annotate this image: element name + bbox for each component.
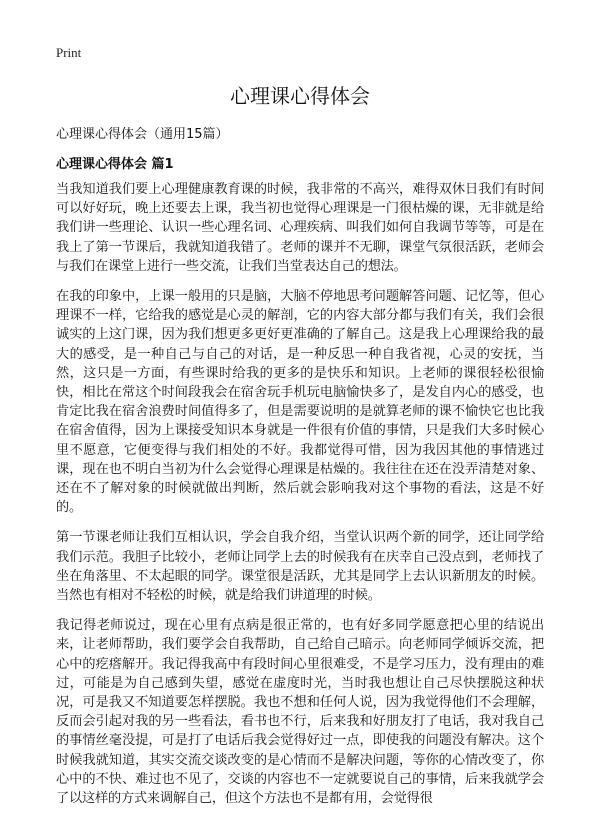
paragraph: 当我知道我们要上心理健康教育课的时候，我非常的不高兴，难得双休日我们有时间可以好好玩，晚上还要去上课，我当初也觉得心理课是一门很枯燥的课，无非就是给我们讲一些理论、认识一些心理名词、心理疾病、叫我们如何自我调节等等，可是在我上了第一节课后，我就知道我错了。老师的课并不无聊，课堂气氛很活跃，老师会与我们在课堂上进行一些交流，让我们当堂表达自己的想法。 xyxy=(56,182,544,274)
document-subtitle: 心理课心得体会（通用15篇） xyxy=(56,127,229,142)
document-body xyxy=(56,180,544,819)
paragraph: 在我的印象中，上课一般用的只是脑，大脑不停地思考问题解答问题、记忆等，但心理课不一样，它给我的感觉是心灵的解剖，它的内容大部分都与我们有关，我们会很诚实的上这门课，因为我们想更多更好更准确的了解自己。这是我上心理课给我的最大的感受，是一种自己与自己的对话，是一种反思一种自我省视，心灵的安抚，当然，这只是一方面，有些课时给我的更多的是快乐和知识。上老师的课很轻松很愉快，相比在常这个时间段我会在宿舍玩手机玩电脑愉快多了，是发自内心的感受，也肯定比我在宿舍浪费时间值得多了，但是需要说明的是就算老师的课不愉快它也比我在宿舍值得，因为上课接受知识本身就是一件很有价值的事情，只是我们大多时候心里不愿意，它便变得与我们相处的不好。我都觉得可惜，因为我因其他的事情逃过课，现在也不明白当初为什么会觉得心理课是枯燥的。我往往在还在没弄清楚对象、还在不了解对象的时候就做出判断，然后就会影响我对这个事物的看法，这是不好的。 xyxy=(56,289,544,516)
section-heading: 心理课心得体会 篇1 xyxy=(56,157,174,172)
paragraph: 我记得老师说过，现在心里有点病是很正常的，也有好多同学愿意把心里的结说出来，让老师帮助，我们要学会自我帮助，自己给自己暗示。向老师同学倾诉交流，把心中的疙瘩解开。我记得我高中有段时间心里很难受，不是学习压力，没有理由的难过，可能是为自己感到失望，感觉在虚度时光，当时我也想让自己尽快摆脱这种状况，可是我又不知道要怎样摆脱。我也不想和任何人说，因为我觉得他们不会理解，反而会引起对我的另一些看法，看书也不行，后来我和好朋友打了电话，我对我自己的事情丝毫没提，可是打了电话后我会觉得好过一点，即使我的问题没有解决。这个时候我就知道，其实交流交谈改变的是心情而不是解决问题，等你的心情改变了，你心中的不快、难过也不见了，交谈的内容也不一定就要说自己的事情，后来我就学会了以这样的方式来调解自己，但这个方法也不是都有用，会觉得很 xyxy=(56,618,544,807)
paragraph: 第一节课老师让我们互相认识，学会自我介绍，当堂认识两个新的同学，还让同学给我们示范。我胆子比较小，老师让同学上去的时候我有在庆幸自己没点到，老师找了坐在角落里、不太起眼的同学。课堂很是活跃，尤其是同学上去认识新朋友的时候。当然也有相对不轻松的时候，就是给我们讲道理的时候。 xyxy=(56,530,544,604)
print-link[interactable]: Print xyxy=(56,45,82,60)
document-title: 心理课心得体会 xyxy=(230,84,370,108)
